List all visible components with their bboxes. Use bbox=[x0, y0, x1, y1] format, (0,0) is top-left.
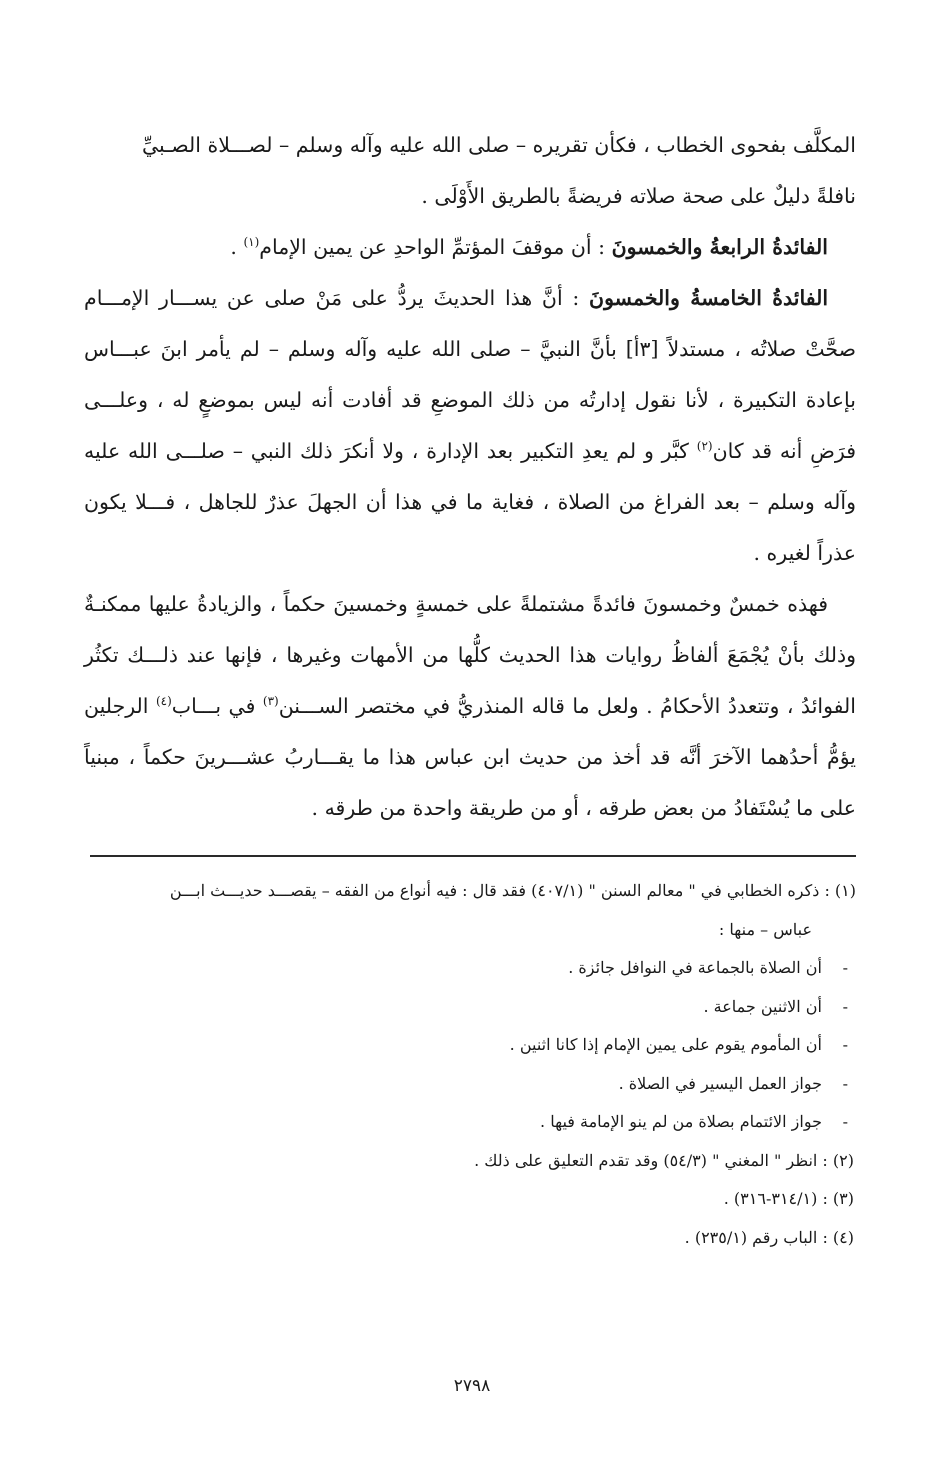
paragraph-conclusion bbox=[84, 579, 856, 834]
list-dash: - bbox=[842, 1035, 848, 1054]
footnote-1-lead: (١) : ذكره الخطابي في " معالم السنن " (٤٠٧/١) فقد قال : فيه أنواع من الفقه – يقصـــد حديـــث ابـــن bbox=[169, 881, 856, 900]
benefit-55-text-a: : أنَّ هذا الحديثَ يردُّ على مَنْ صلى عن يســـار الإمـــام صحَّتْ صلاتُه ، مستدلاً [٣أ] بأنَّ النبيَّ – صلى الله عليه وآله وسلم – لم يأمر ابنَ عبـــاس بإعادة التكبيرة ، لأنا نقول إدارتُه من ذلك الموضعِ قد أفادت أنه ليس بموضعٍ له ، وعلـــى فرَضِ أنه قد كان bbox=[84, 286, 856, 463]
footnote-1-item: - أن الاثنين جماعة . bbox=[84, 988, 856, 1027]
footnote-1-continuation: عباس – منها : bbox=[718, 919, 812, 939]
footnote-ref-2: (٢) bbox=[696, 439, 713, 454]
footnote-1-item: - جواز الائتمام بصلاة من لم ينو الإمامة فيها . bbox=[84, 1103, 856, 1142]
benefit-54-end: . bbox=[230, 235, 244, 259]
footnote-1-list bbox=[84, 949, 856, 1142]
footnote-separator bbox=[90, 855, 856, 857]
footnote-ref-4: (٤) bbox=[155, 694, 172, 709]
page-number: ٢٧٩٨ bbox=[453, 1376, 491, 1396]
intro-line-2: نافلةً دليلٌ على صحة صلاته فريضةً بالطريق الأَوْلَى . bbox=[421, 184, 856, 208]
paragraph-intro bbox=[84, 120, 856, 222]
conclusion-text-c: الرجلين يؤمُّ أحدُهما الآخرَ أنَّه قد أخذ من حديث ابن عباس هذا ما يقـــاربُ عشـــرينَ حكماً ، مبنياً على ما يُسْتَفادُ من بعض طرقه ، أو من طريقة واحدة من طرقه . bbox=[84, 694, 856, 820]
footnote-4: (٤) : الباب رقم (٢٣٥/١) . bbox=[684, 1227, 854, 1247]
conclusion-text-b: في بـــاب bbox=[171, 694, 263, 718]
paragraph-benefit-54 bbox=[84, 222, 856, 273]
benefit-55-heading: الفائدةُ الخامسةُ والخمسونَ bbox=[589, 286, 829, 310]
footnote-2: (٢) : انظر " المغني " (٥٤/٣) وقد تقدم التعليق على ذلك . bbox=[474, 1150, 854, 1170]
footnote-1-item: - جواز العمل اليسير في الصلاة . bbox=[84, 1065, 856, 1104]
footnote-1-item: - أن الصلاة بالجماعة في النوافل جائزة . bbox=[84, 949, 856, 988]
list-dash: - bbox=[842, 996, 848, 1016]
footnote-3: (٣) : (٣١٤/١-٣١٦) . bbox=[723, 1189, 854, 1208]
list-dash: - bbox=[842, 1112, 848, 1131]
footnote-ref-1: (١) bbox=[243, 235, 260, 250]
conclusion-text-a: فهذه خمسٌ وخمسونَ فائدةً مشتملةً على خمسةٍ وخمسينَ حكماً ، والزيادةُ عليها ممكنـةٌ وذلك بأنْ يُجْمَعَ ألفاظُ روايات هذا الحديث كلُّها من الأمهات وغيرها ، فإنها عند ذلـــك تكثُر الفوائدُ ، وتتعددُ الأحكامُ . ولعل ما قاله المنذريُّ في مختصر الســـنن bbox=[84, 592, 856, 718]
footnotes bbox=[84, 872, 856, 1257]
footnote-1-item: - أن المأموم يقوم على يمين الإمام إذا كانا اثنين . bbox=[84, 1026, 856, 1065]
list-dash: - bbox=[842, 1073, 848, 1093]
list-dash: - bbox=[842, 958, 848, 977]
main-text bbox=[84, 120, 856, 834]
benefit-54-text: : أن موقفَ المؤتمِّ الواحدِ عن يمين الإمام bbox=[259, 235, 612, 259]
benefit-54-heading: الفائدةُ الرابعةُ والخمسونَ bbox=[611, 235, 828, 259]
benefit-55-text-b: كبَّر و لم يعدِ التكبير بعد الإدارة ، ولا أنكرَ ذلك النبي – صلـــى الله عليه وآله وسلم – بعد الفراغ من الصلاة ، فغاية ما في هذا أن الجهلَ عذرٌ للجاهل ، فـــلا يكون عذراً لغيره . bbox=[84, 439, 856, 565]
paragraph-benefit-55 bbox=[84, 273, 856, 579]
footnote-ref-3: (٣) bbox=[262, 694, 279, 709]
intro-line-1: المكلَّف بفحوى الخطاب ، فكأن تقريره – صلى الله عليه وآله وسلم – لصـــلاة الصـبيِّ bbox=[141, 133, 856, 157]
